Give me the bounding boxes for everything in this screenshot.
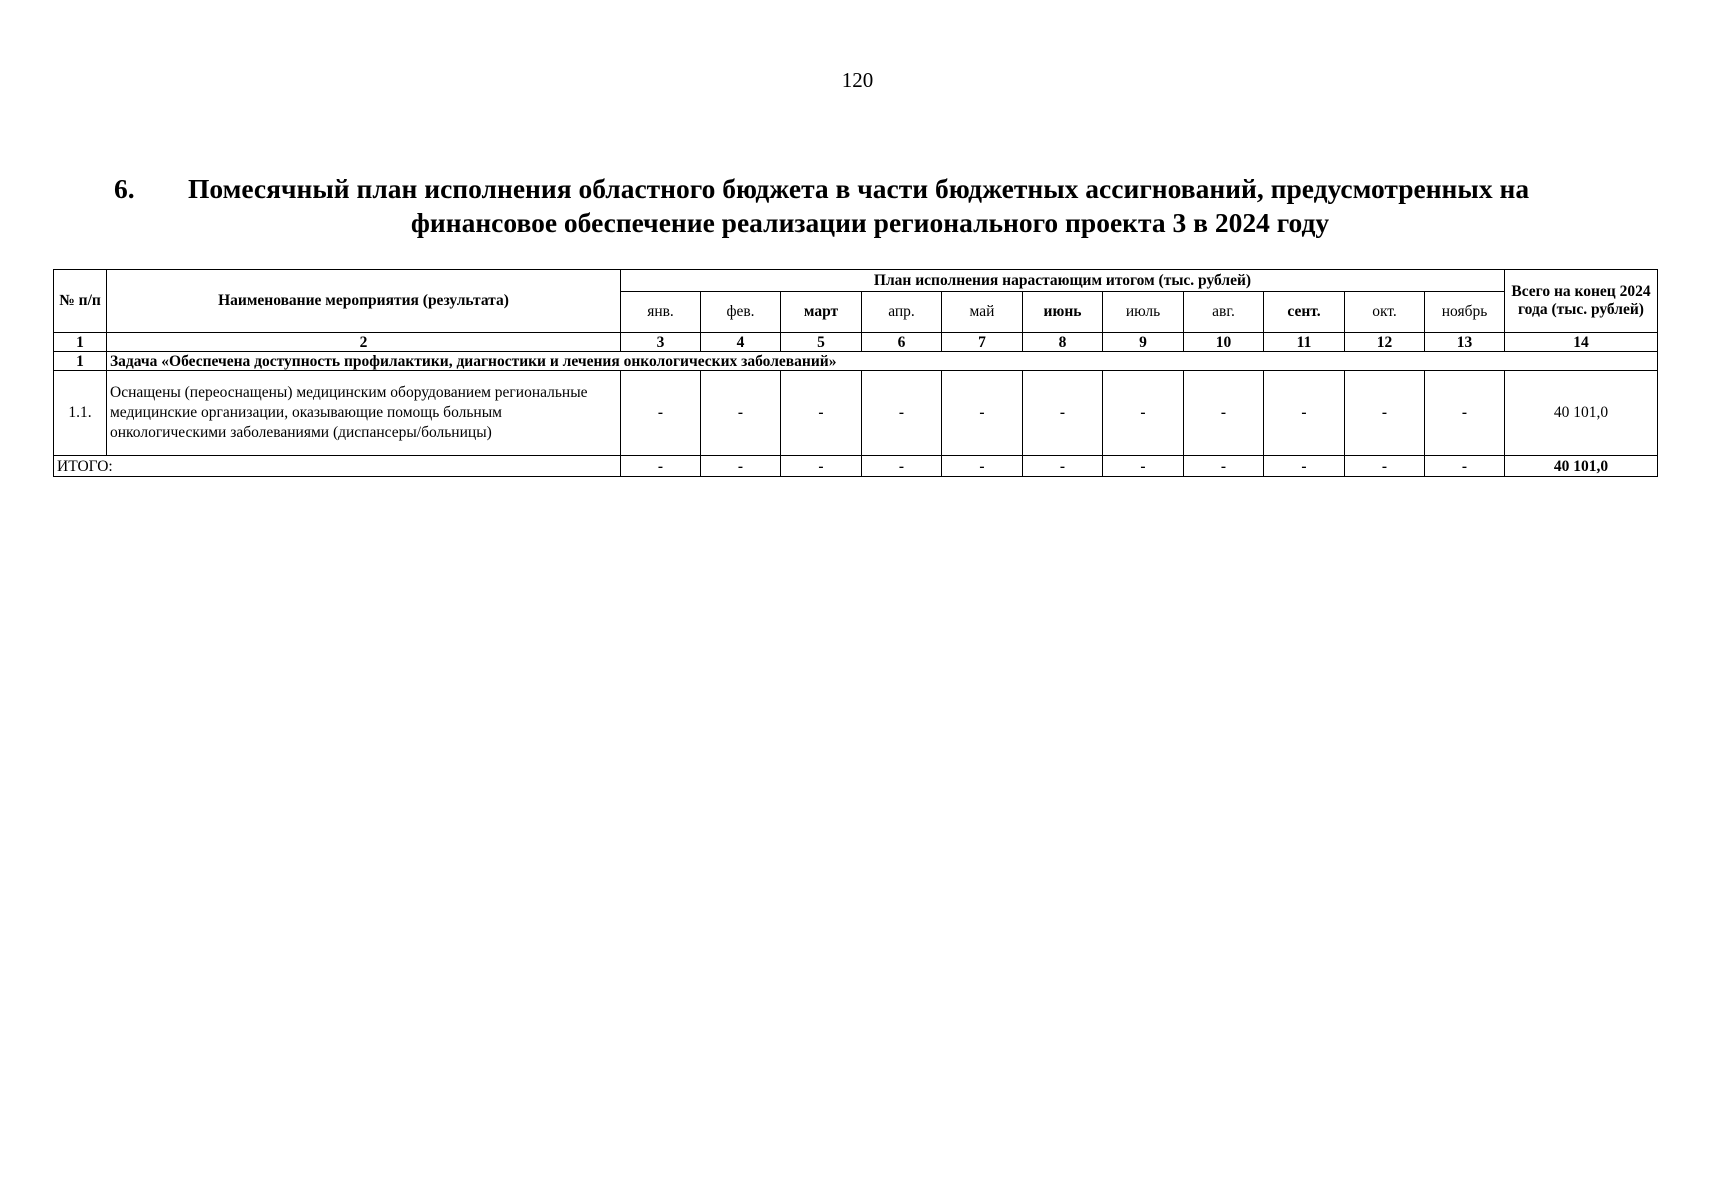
column-index: 6 [862,333,942,352]
total-label: ИТОГО: [54,456,621,477]
grand-total: 40 101,0 [1505,456,1658,477]
total-monthly-value: - [1425,456,1505,477]
header-plan: План исполнения нарастающим итогом (тыс. рублей) [621,270,1505,292]
column-index: 5 [781,333,862,352]
column-index: 14 [1505,333,1658,352]
header-month: сент. [1264,292,1345,333]
monthly-value: - [1184,371,1264,456]
monthly-value: - [781,371,862,456]
section-number: 6. [114,173,135,204]
header-month: авг. [1184,292,1264,333]
header-month: июль [1103,292,1184,333]
header-row-number: № п/п [54,270,107,333]
total-row [54,456,1658,477]
monthly-value: - [1023,371,1103,456]
monthly-value: - [1425,371,1505,456]
header-month: окт. [1345,292,1425,333]
total-monthly-value: - [781,456,862,477]
column-index: 7 [942,333,1023,352]
item-total: 40 101,0 [1505,371,1658,456]
column-index: 12 [1345,333,1425,352]
column-index: 8 [1023,333,1103,352]
column-index: 3 [621,333,701,352]
total-monthly-value: - [621,456,701,477]
monthly-value: - [942,371,1023,456]
header-month: янв. [621,292,701,333]
header-month: май [942,292,1023,333]
monthly-value: - [1103,371,1184,456]
header-total: Всего на конец 2024 года (тыс. рублей) [1505,270,1658,333]
item-number: 1.1. [54,371,107,456]
task-row [54,352,1658,371]
total-monthly-value: - [942,456,1023,477]
column-index: 2 [107,333,621,352]
page-number: 120 [841,68,874,92]
column-index: 1 [54,333,107,352]
budget-plan-table [53,269,1658,477]
task-title: Задача «Обеспечена доступность профилактики, диагностики и лечения онкологических заболеваний» [107,352,1658,371]
section-title-line-1: Помесячный план исполнения областного бюджета в части бюджетных ассигнований, предусмотренных на [188,173,1530,204]
column-index: 9 [1103,333,1184,352]
total-monthly-value: - [1103,456,1184,477]
column-index: 13 [1425,333,1505,352]
section-title-line-2: финансовое обеспечение реализации регионального проекта 3 в 2024 году [410,207,1330,238]
header-event-name: Наименование мероприятия (результата) [107,270,621,333]
table-row [54,371,1658,456]
header-month: фев. [701,292,781,333]
monthly-value: - [621,371,701,456]
total-monthly-value: - [1184,456,1264,477]
total-monthly-value: - [1345,456,1425,477]
header-month: март [781,292,862,333]
header-month: июнь [1023,292,1103,333]
column-index: 4 [701,333,781,352]
total-monthly-value: - [701,456,781,477]
monthly-value: - [701,371,781,456]
column-index: 11 [1264,333,1345,352]
column-index-row [54,333,1658,352]
header-month: ноябрь [1425,292,1505,333]
task-number: 1 [54,352,107,371]
total-monthly-value: - [862,456,942,477]
monthly-value: - [1345,371,1425,456]
total-monthly-value: - [1264,456,1345,477]
item-name: Оснащены (переоснащены) медицинским оборудованием региональные медицинские организации, оказывающие помощь больным онкологическими заболеваниями (диспансеры/больницы) [107,371,621,456]
monthly-value: - [862,371,942,456]
total-monthly-value: - [1023,456,1103,477]
column-index: 10 [1184,333,1264,352]
monthly-value: - [1264,371,1345,456]
header-month: апр. [862,292,942,333]
